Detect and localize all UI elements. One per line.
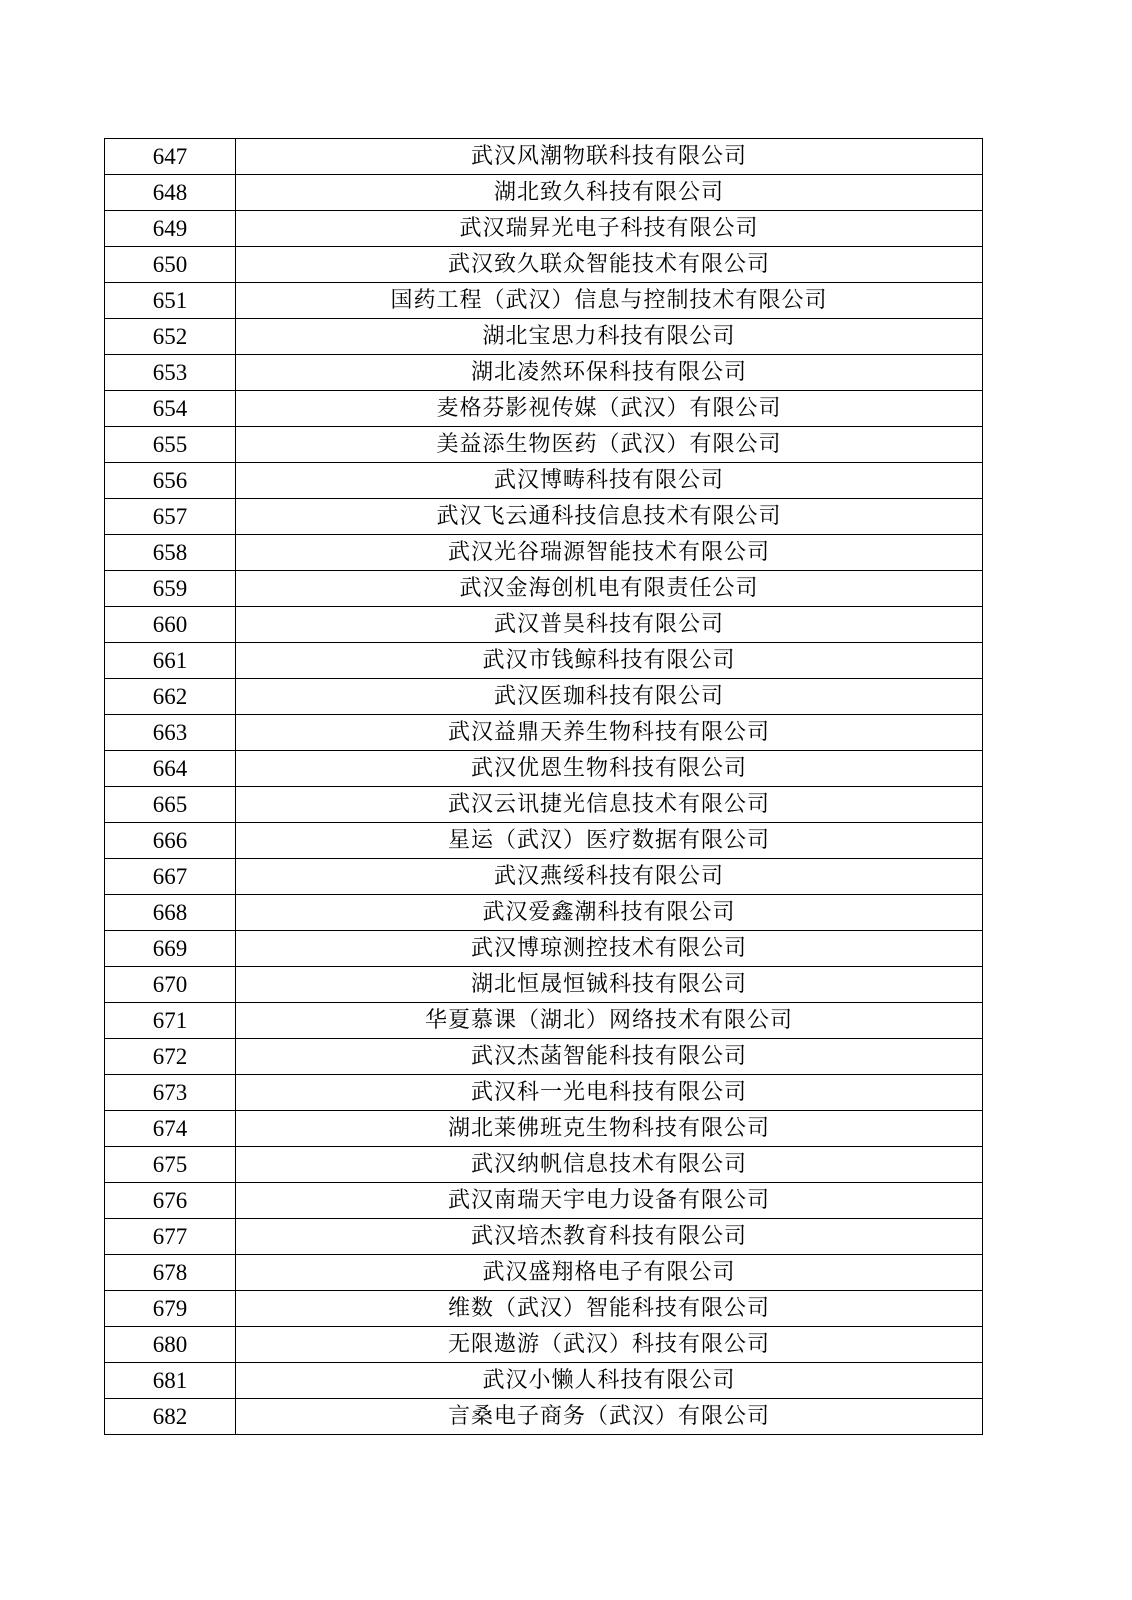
company-name: 武汉纳帆信息技术有限公司 xyxy=(236,1147,983,1183)
company-name: 武汉致久联众智能技术有限公司 xyxy=(236,247,983,283)
company-name: 国药工程（武汉）信息与控制技术有限公司 xyxy=(236,283,983,319)
row-number: 662 xyxy=(105,679,236,715)
row-number: 674 xyxy=(105,1111,236,1147)
row-number: 666 xyxy=(105,823,236,859)
table-row xyxy=(105,1111,983,1147)
table-row xyxy=(105,1399,983,1435)
company-name: 武汉小懒人科技有限公司 xyxy=(236,1363,983,1399)
row-number: 650 xyxy=(105,247,236,283)
company-name: 武汉瑞昇光电子科技有限公司 xyxy=(236,211,983,247)
company-name: 湖北莱佛班克生物科技有限公司 xyxy=(236,1111,983,1147)
table-row xyxy=(105,1003,983,1039)
row-number: 658 xyxy=(105,535,236,571)
table-row xyxy=(105,895,983,931)
company-list-table xyxy=(104,138,983,1435)
row-number: 663 xyxy=(105,715,236,751)
company-name: 湖北宝思力科技有限公司 xyxy=(236,319,983,355)
table-row xyxy=(105,1039,983,1075)
row-number: 675 xyxy=(105,1147,236,1183)
row-number: 668 xyxy=(105,895,236,931)
table-row xyxy=(105,139,983,175)
row-number: 664 xyxy=(105,751,236,787)
table-row xyxy=(105,931,983,967)
company-name: 武汉金海创机电有限责任公司 xyxy=(236,571,983,607)
row-number: 678 xyxy=(105,1255,236,1291)
table-row xyxy=(105,823,983,859)
row-number: 669 xyxy=(105,931,236,967)
table-row xyxy=(105,751,983,787)
row-number: 665 xyxy=(105,787,236,823)
row-number: 648 xyxy=(105,175,236,211)
row-number: 659 xyxy=(105,571,236,607)
table-row xyxy=(105,571,983,607)
row-number: 660 xyxy=(105,607,236,643)
table-row xyxy=(105,859,983,895)
row-number: 653 xyxy=(105,355,236,391)
row-number: 656 xyxy=(105,463,236,499)
company-name: 武汉云讯捷光信息技术有限公司 xyxy=(236,787,983,823)
company-name: 武汉飞云通科技信息技术有限公司 xyxy=(236,499,983,535)
company-name: 武汉优恩生物科技有限公司 xyxy=(236,751,983,787)
company-name: 华夏慕课（湖北）网络技术有限公司 xyxy=(236,1003,983,1039)
company-name: 维数（武汉）智能科技有限公司 xyxy=(236,1291,983,1327)
table-row xyxy=(105,1147,983,1183)
table-row xyxy=(105,1363,983,1399)
table-row xyxy=(105,211,983,247)
table-row xyxy=(105,1255,983,1291)
company-name: 武汉风潮物联科技有限公司 xyxy=(236,139,983,175)
company-name: 武汉益鼎天养生物科技有限公司 xyxy=(236,715,983,751)
row-number: 670 xyxy=(105,967,236,1003)
company-name: 美益添生物医药（武汉）有限公司 xyxy=(236,427,983,463)
table-row xyxy=(105,679,983,715)
company-name: 麦格芬影视传媒（武汉）有限公司 xyxy=(236,391,983,427)
company-name: 武汉光谷瑞源智能技术有限公司 xyxy=(236,535,983,571)
company-name: 无限遨游（武汉）科技有限公司 xyxy=(236,1327,983,1363)
table-row xyxy=(105,499,983,535)
company-name: 武汉燕绥科技有限公司 xyxy=(236,859,983,895)
company-name: 武汉市钱鲸科技有限公司 xyxy=(236,643,983,679)
row-number: 657 xyxy=(105,499,236,535)
table-row xyxy=(105,355,983,391)
company-name: 武汉普昊科技有限公司 xyxy=(236,607,983,643)
company-name: 武汉科一光电科技有限公司 xyxy=(236,1075,983,1111)
row-number: 671 xyxy=(105,1003,236,1039)
table-row xyxy=(105,643,983,679)
table-row xyxy=(105,427,983,463)
table-row xyxy=(105,391,983,427)
row-number: 672 xyxy=(105,1039,236,1075)
company-name: 星运（武汉）医疗数据有限公司 xyxy=(236,823,983,859)
company-name: 湖北恒晟恒铖科技有限公司 xyxy=(236,967,983,1003)
table-row xyxy=(105,1219,983,1255)
row-number: 679 xyxy=(105,1291,236,1327)
row-number: 676 xyxy=(105,1183,236,1219)
row-number: 651 xyxy=(105,283,236,319)
table-row xyxy=(105,1291,983,1327)
company-name: 武汉南瑞天宇电力设备有限公司 xyxy=(236,1183,983,1219)
company-name: 湖北凌然环保科技有限公司 xyxy=(236,355,983,391)
company-name: 武汉爱鑫潮科技有限公司 xyxy=(236,895,983,931)
row-number: 647 xyxy=(105,139,236,175)
company-name: 湖北致久科技有限公司 xyxy=(236,175,983,211)
table-row xyxy=(105,535,983,571)
row-number: 654 xyxy=(105,391,236,427)
company-name: 武汉培杰教育科技有限公司 xyxy=(236,1219,983,1255)
table-row xyxy=(105,175,983,211)
table-row xyxy=(105,463,983,499)
company-list-body xyxy=(105,139,983,1435)
row-number: 681 xyxy=(105,1363,236,1399)
table-row xyxy=(105,607,983,643)
company-name: 武汉杰菡智能科技有限公司 xyxy=(236,1039,983,1075)
company-name: 武汉博琼测控技术有限公司 xyxy=(236,931,983,967)
company-name: 武汉医珈科技有限公司 xyxy=(236,679,983,715)
table-row xyxy=(105,1327,983,1363)
row-number: 677 xyxy=(105,1219,236,1255)
table-row xyxy=(105,283,983,319)
table-row xyxy=(105,715,983,751)
table-row xyxy=(105,319,983,355)
row-number: 652 xyxy=(105,319,236,355)
row-number: 680 xyxy=(105,1327,236,1363)
table-row xyxy=(105,787,983,823)
company-name: 武汉博畴科技有限公司 xyxy=(236,463,983,499)
row-number: 682 xyxy=(105,1399,236,1435)
row-number: 655 xyxy=(105,427,236,463)
row-number: 649 xyxy=(105,211,236,247)
company-name: 武汉盛翔格电子有限公司 xyxy=(236,1255,983,1291)
table-row xyxy=(105,967,983,1003)
table-row xyxy=(105,1183,983,1219)
table-row xyxy=(105,247,983,283)
company-name: 言桑电子商务（武汉）有限公司 xyxy=(236,1399,983,1435)
row-number: 661 xyxy=(105,643,236,679)
row-number: 667 xyxy=(105,859,236,895)
table-row xyxy=(105,1075,983,1111)
row-number: 673 xyxy=(105,1075,236,1111)
